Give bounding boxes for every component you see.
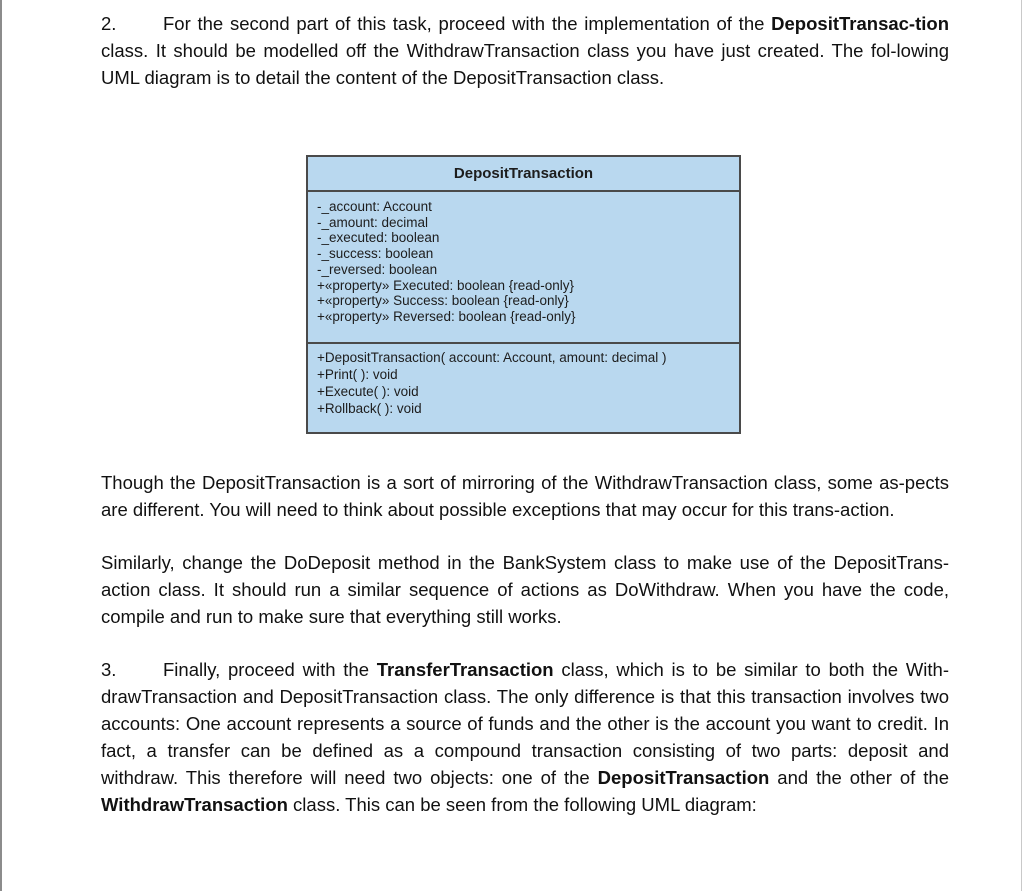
paragraph-task-2 (101, 10, 949, 91)
uml-property: +«property» Reversed: boolean {read-only} (317, 308, 576, 324)
document-body (101, 10, 949, 91)
paragraph-text: class. It should be modelled off the WithdrawTransaction class you have just created. The fol-lowing UML diagram is to detail the content of the DepositTransaction class. (101, 40, 949, 88)
paragraph-text: class. This can be seen from the following UML diagram: (287, 794, 757, 815)
uml-attribute: -_success: boolean (317, 246, 434, 262)
uml-operation: +Execute( ): void (317, 384, 419, 399)
bold-class-name: TransferTransaction (376, 659, 554, 680)
paragraph-exceptions: Though the DepositTransaction is a sort of mirroring of the WithdrawTransaction class, some as-pects are different. You will need to think about possible exceptions that may occur for this trans-action. (101, 472, 949, 520)
uml-operation: +Print( ): void (317, 367, 398, 382)
item-number: 2. (101, 13, 117, 34)
page-right-border (1021, 0, 1022, 891)
uml-property: +«property» Executed: boolean {read-only} (317, 277, 575, 293)
uml-operation: +Rollback( ): void (317, 401, 422, 416)
paragraph-text: For the second part of this task, proceed with the implementation of the (163, 13, 772, 34)
uml-class-name: DepositTransaction (308, 157, 739, 192)
paragraph-text: Finally, proceed with the (163, 659, 377, 680)
page-left-border (0, 0, 2, 891)
paragraph-text: class, which is to be similar to both the With-drawTransaction and DepositTransaction class. The only difference is that this transaction involves two accounts: One account represents a source of funds and the other is the account you want to credit. In fact, a transfer can be defined as a compound transaction consisting of two parts: deposit and withdraw. This therefore will need two objects: one of the (101, 659, 949, 788)
bold-class-name: DepositTransaction (597, 767, 770, 788)
item-number: 3. (101, 659, 117, 680)
bold-class-name: WithdrawTransaction (101, 794, 288, 815)
uml-attributes (308, 192, 739, 344)
bold-class-name: DepositTransac-tion (771, 13, 949, 34)
uml-attribute: -_account: Account (317, 199, 432, 214)
uml-attribute: -_executed: boolean (317, 230, 440, 246)
uml-operation: +DepositTransaction( account: Account, amount: decimal ) (317, 350, 667, 365)
document-body-lower (101, 469, 949, 818)
uml-property: +«property» Success: boolean {read-only} (317, 293, 569, 309)
uml-class-diagram (306, 155, 741, 434)
paragraph-text: and the other of the (769, 767, 949, 788)
uml-attribute: -_reversed: boolean (317, 261, 438, 277)
paragraph-task-3 (101, 656, 949, 818)
uml-attribute: -_amount: decimal (317, 214, 429, 230)
uml-operations (308, 344, 739, 417)
paragraph-dodeposit: Similarly, change the DoDeposit method in the BankSystem class to make use of the DepositTrans-action class. It should run a similar sequence of actions as DoWithdraw. When you have the code, compile and run to make sure that everything still works. (101, 552, 949, 627)
